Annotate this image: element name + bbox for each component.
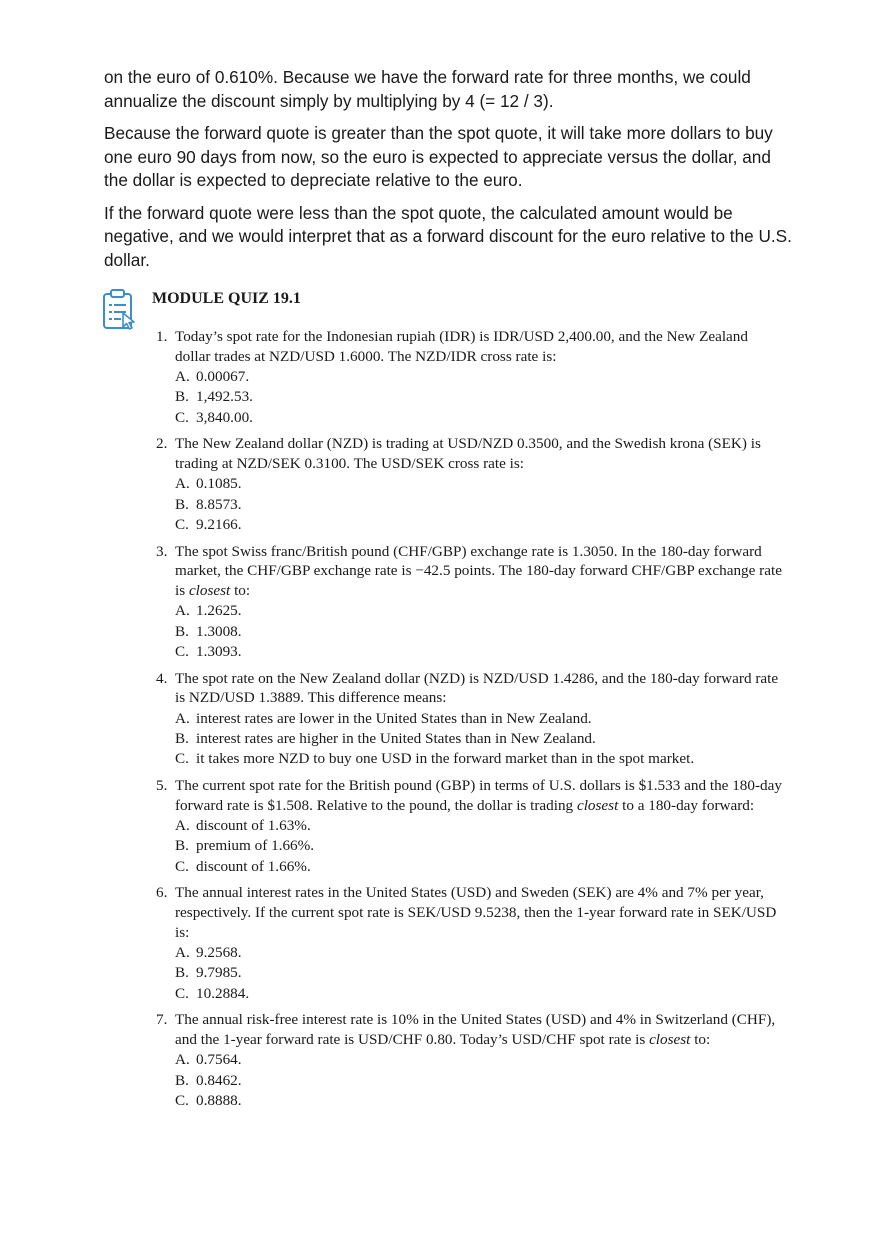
option-label: B. <box>175 730 189 748</box>
option-label: A. <box>175 709 190 727</box>
question-body <box>175 327 786 427</box>
answer-option <box>175 495 786 515</box>
option-text: premium of 1.66%. <box>196 837 315 855</box>
option-label: B. <box>175 1071 189 1089</box>
quiz-question-4 <box>156 669 786 769</box>
option-label: A. <box>175 1051 190 1069</box>
quiz-question-2 <box>156 434 786 534</box>
option-label: B. <box>175 388 189 406</box>
option-text: 1.3008. <box>196 622 242 640</box>
option-text: 9.7985. <box>196 964 242 982</box>
answer-option <box>175 984 786 1004</box>
answer-option <box>175 749 786 769</box>
answer-option <box>175 1091 786 1111</box>
option-text: 0.8462. <box>196 1071 242 1089</box>
question-stem: The annual interest rates in the United States (USD) and Sweden (SEK) are 4% and 7% per year, respectively. If the current spot rate is SEK/USD 9.5238, then the 1-year forward rate in SEK/USD is: <box>175 884 777 941</box>
answer-option <box>175 709 786 729</box>
option-text: 1,492.53. <box>196 388 253 406</box>
quiz-question-5 <box>156 776 786 876</box>
answer-option <box>175 1071 786 1091</box>
option-text: 0.7564. <box>196 1051 242 1069</box>
answer-option <box>175 729 786 749</box>
answer-option <box>175 408 786 428</box>
answer-option <box>175 367 786 387</box>
question-body <box>175 776 786 876</box>
emphasis-text: closest <box>649 1030 691 1048</box>
option-label: B. <box>175 622 189 640</box>
option-text: 9.2568. <box>196 943 242 961</box>
option-label: A. <box>175 817 190 835</box>
option-text: discount of 1.63%. <box>196 817 311 835</box>
option-text: 1.3093. <box>196 643 242 661</box>
option-label: B. <box>175 837 189 855</box>
answer-option <box>175 1050 786 1070</box>
clipboard-quiz-icon <box>101 288 137 330</box>
quiz-question-7 <box>156 1010 786 1110</box>
emphasis-text: closest <box>188 581 231 599</box>
question-number: 6. <box>156 884 168 902</box>
option-text: 1.2625. <box>196 602 242 620</box>
answer-option <box>175 943 786 963</box>
answer-option <box>175 816 786 836</box>
answer-option <box>175 387 786 407</box>
quiz-question-1 <box>156 327 786 427</box>
quiz-question-6 <box>156 883 786 1003</box>
answer-option <box>175 622 786 642</box>
option-label: A. <box>175 367 190 385</box>
answer-option <box>175 963 786 983</box>
option-text: interest rates are higher in the United States than in New Zealand. <box>196 730 596 748</box>
question-body <box>175 434 786 534</box>
option-text: it takes more NZD to buy one USD in the forward market than in the spot market. <box>196 750 695 768</box>
question-stem: The annual risk-free interest rate is 10% in the United States (USD) and 4% in Switzerland (CHF), and the 1-year forward rate is USD/CHF 0.80. Today’s USD/CHF spot rate is closest to: <box>175 1011 776 1048</box>
question-number: 3. <box>156 542 168 560</box>
quiz-question-list <box>156 327 786 1118</box>
intro-paragraph: Because the forward quote is greater than the spot quote, it will take more dollars to buy one euro 90 days from now, so the euro is expected to appreciate versus the dollar, and the dollar is expected to depreciate relative to the euro. <box>104 123 773 190</box>
question-number: 5. <box>156 777 168 795</box>
question-number: 1. <box>156 328 168 345</box>
option-label: C. <box>175 984 189 1002</box>
option-text: 0.00067. <box>196 367 250 385</box>
quiz-title: MODULE QUIZ 19.1 <box>152 290 301 307</box>
question-stem: Today’s spot rate for the Indonesian rupiah (IDR) is IDR/USD 2,400.00, and the New Zealand dollar trades at NZD/USD 1.6000. The NZD/IDR cross rate is: <box>175 328 748 365</box>
intro-text <box>104 66 794 281</box>
option-text: 3,840.00. <box>196 408 253 426</box>
answer-option <box>175 857 786 877</box>
answer-option <box>175 601 786 621</box>
question-number: 4. <box>156 669 168 687</box>
option-label: A. <box>175 602 190 620</box>
intro-paragraph: on the euro of 0.610%. Because we have the forward rate for three months, we could annualize the discount simply by multiplying by 4 (= 12 / 3). <box>104 67 751 111</box>
answer-option <box>175 642 786 662</box>
option-text: 8.8573. <box>196 495 242 513</box>
question-number: 2. <box>156 435 168 453</box>
question-body <box>175 883 786 1003</box>
question-stem: The spot Swiss franc/British pound (CHF/GBP) exchange rate is 1.3050. In the 180-day forward market, the CHF/GBP exchange rate is −42.5 points. The 180-day forward CHF/GBP exchange rate is closest to: <box>175 542 782 599</box>
option-label: C. <box>175 1092 189 1110</box>
question-body <box>175 1010 786 1110</box>
option-text: discount of 1.66%. <box>196 857 311 875</box>
question-number: 7. <box>156 1011 168 1029</box>
option-text: 0.8888. <box>196 1092 242 1110</box>
option-label: C. <box>175 516 189 534</box>
question-body <box>175 669 786 769</box>
question-body <box>175 542 786 662</box>
quiz-question-3 <box>156 542 786 662</box>
option-label: B. <box>175 495 189 513</box>
option-label: A. <box>175 943 190 961</box>
option-label: B. <box>175 964 189 982</box>
option-label: C. <box>175 857 189 875</box>
option-label: C. <box>175 408 189 426</box>
option-text: interest rates are lower in the United States than in New Zealand. <box>196 709 592 727</box>
option-label: A. <box>175 475 190 493</box>
question-stem: The spot rate on the New Zealand dollar (NZD) is NZD/USD 1.4286, and the 180-day forward rate is NZD/USD 1.3889. This difference means: <box>175 669 779 707</box>
option-label: C. <box>175 643 189 661</box>
option-text: 9.2166. <box>196 516 242 534</box>
answer-option <box>175 836 786 856</box>
emphasis-text: closest <box>576 796 619 814</box>
question-stem: The New Zealand dollar (NZD) is trading at USD/NZD 0.3500, and the Swedish krona (SEK) is trading at NZD/SEK 0.3100. The USD/SEK cross rate is: <box>175 435 761 472</box>
option-text: 0.1085. <box>196 475 242 493</box>
answer-option <box>175 515 786 535</box>
intro-paragraph: If the forward quote were less than the spot quote, the calculated amount would be negative, and we would interpret that as a forward discount for the euro relative to the U.S. dollar. <box>104 202 792 270</box>
answer-option <box>175 474 786 494</box>
question-stem: The current spot rate for the British pound (GBP) in terms of U.S. dollars is $1.533 and the 180-day forward rate is $1.508. Relative to the pound, the dollar is trading closest to a 180-day forward: <box>175 777 782 814</box>
option-label: C. <box>175 750 189 768</box>
option-text: 10.2884. <box>196 984 250 1002</box>
